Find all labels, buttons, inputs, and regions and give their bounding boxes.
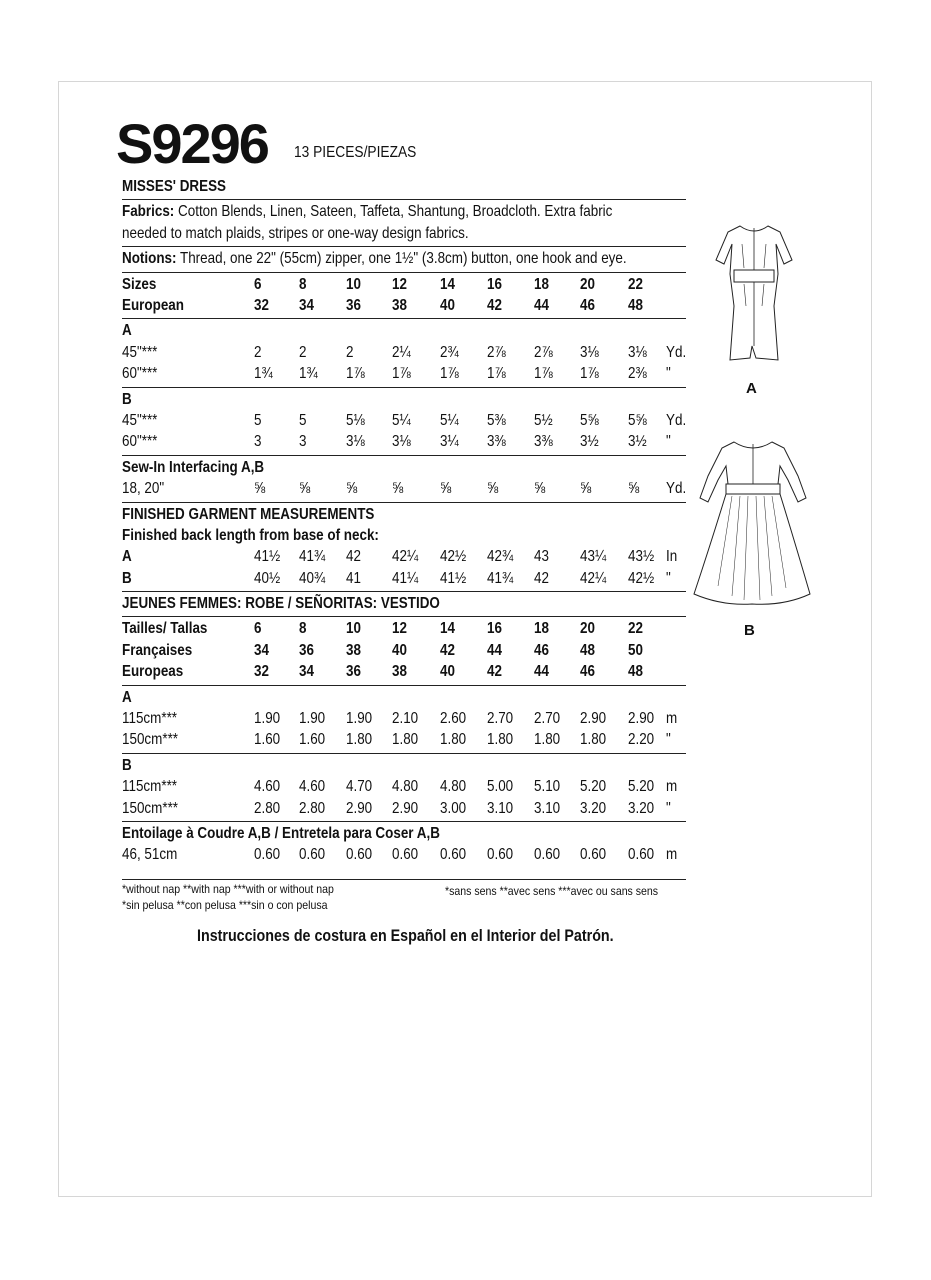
size-cell: 40½: [254, 569, 281, 587]
size-cell: 6: [254, 275, 262, 293]
size-cell: 3½: [628, 433, 647, 451]
size-cell: 6: [254, 620, 262, 638]
size-cell: 2.70: [487, 710, 514, 728]
row-label: 150cm***: [122, 799, 179, 817]
metric-interfacing-heading: Entoilage à Coudre A,B / Entretela para Coser A,B: [122, 824, 440, 842]
finished-subtitle: Finished back length from base of neck:: [122, 526, 379, 544]
metric-b-150-row: [122, 798, 686, 819]
size-cell: 42½: [628, 569, 655, 587]
size-cell: 0.60: [299, 846, 326, 864]
size-cell: 40: [440, 663, 455, 681]
yardage-chart: [122, 176, 686, 866]
size-cell: 3⅛: [580, 343, 599, 361]
unit-cell: m: [666, 778, 678, 796]
size-cell: 5⅝: [628, 411, 647, 429]
size-cell: 41: [346, 569, 361, 587]
size-cell: 2.80: [254, 799, 281, 817]
size-cell: 4.80: [440, 778, 467, 796]
fabrics-text: Fabrics: Cotton Blends, Linen, Sateen, Taffeta, Shantung, Broadcloth. Extra fabric: [122, 203, 613, 221]
row-label: Europeas: [122, 663, 184, 681]
row-label: 150cm***: [122, 731, 179, 749]
divider: [122, 616, 686, 617]
size-cell: 41½: [440, 569, 467, 587]
row-label: European: [122, 297, 184, 314]
size-cell: ⅝: [440, 480, 452, 498]
size-cell: 36: [299, 641, 314, 659]
size-cell: 3: [254, 433, 262, 451]
unit-cell: ": [666, 569, 671, 587]
size-cell: 36: [346, 297, 361, 314]
size-cell: 1⅞: [440, 365, 459, 383]
divider: [122, 502, 686, 503]
size-cell: 2⅞: [487, 343, 506, 361]
size-cell: 42¼: [392, 548, 419, 566]
size-cell: 36: [346, 663, 361, 681]
size-cell: 42: [487, 663, 502, 681]
size-cell: 5.00: [487, 778, 514, 796]
divider: [122, 455, 686, 456]
divider: [122, 821, 686, 822]
size-cell: 4.60: [299, 778, 326, 796]
tailles-row: [122, 618, 686, 639]
row-label: B: [122, 569, 132, 587]
size-cell: 2.10: [392, 710, 419, 728]
size-cell: 16: [487, 620, 502, 638]
size-cell: 46: [580, 663, 595, 681]
size-cell: 41¾: [487, 569, 514, 587]
size-cell: ⅝: [534, 480, 546, 498]
size-cell: 3⅜: [534, 433, 553, 451]
size-cell: 5: [254, 411, 262, 429]
size-cell: 1.60: [254, 731, 281, 749]
size-cell: 42: [534, 569, 549, 587]
divider: [122, 199, 686, 200]
divider: [122, 272, 686, 273]
size-cell: 42: [487, 297, 502, 314]
size-cell: 3.10: [487, 799, 514, 817]
size-cell: 14: [440, 620, 455, 638]
size-cell: 40¾: [299, 569, 326, 587]
unit-cell: m: [666, 846, 678, 864]
size-cell: 1⅞: [487, 365, 506, 383]
view-b-heading: B: [122, 390, 132, 408]
unit-cell: ": [666, 731, 671, 749]
european-row: [122, 295, 686, 316]
view-a-label: A: [746, 380, 757, 397]
size-cell: 2.80: [299, 799, 326, 817]
size-cell: 3.20: [580, 799, 607, 817]
size-cell: 1.80: [392, 731, 419, 749]
size-cell: 4.60: [254, 778, 281, 796]
size-cell: 18: [534, 275, 549, 293]
size-cell: 3⅛: [346, 433, 365, 451]
view-a-60-row: [122, 363, 686, 384]
row-label: 60"***: [122, 365, 158, 383]
interfacing-row: [122, 478, 686, 499]
row-label: 115cm***: [122, 710, 178, 728]
divider: [122, 685, 686, 686]
size-cell: 5¼: [440, 411, 459, 429]
title-row: [122, 176, 686, 197]
size-cell: 0.60: [628, 846, 655, 864]
size-cell: ⅝: [299, 480, 311, 498]
size-cell: 5½: [534, 411, 553, 429]
size-cell: 5: [299, 411, 307, 429]
sizes-row: [122, 274, 686, 295]
row-label: 45"***: [122, 411, 158, 429]
size-cell: 1.80: [580, 731, 607, 749]
row-label: 60"***: [122, 433, 158, 451]
size-cell: 3½: [580, 433, 599, 451]
view-b-dress-illustration: [692, 436, 812, 611]
row-label: 18, 20": [122, 480, 165, 498]
divider: [122, 246, 686, 247]
size-cell: 20: [580, 275, 595, 293]
finished-title: FINISHED GARMENT MEASUREMENTS: [122, 505, 375, 523]
size-cell: 8: [299, 620, 307, 638]
size-cell: 48: [628, 297, 643, 314]
size-cell: 8: [299, 275, 307, 293]
size-cell: 3⅜: [487, 433, 506, 451]
unit-cell: Yd.: [666, 343, 687, 361]
size-cell: ⅝: [392, 480, 404, 498]
size-cell: 1.90: [346, 710, 373, 728]
footnote-es: *sin pelusa **con pelusa ***sin o con pelusa: [122, 898, 328, 912]
view-b-label: B: [744, 622, 755, 639]
size-cell: 2.70: [534, 710, 561, 728]
metric-interfacing-row: [122, 844, 686, 865]
size-cell: 2⅜: [628, 365, 647, 383]
size-cell: 42: [440, 641, 455, 659]
size-cell: 5¼: [392, 411, 411, 429]
size-cell: 2: [254, 343, 262, 361]
size-cell: 40: [392, 641, 407, 659]
row-label: Sizes: [122, 275, 157, 293]
row-label: 115cm***: [122, 778, 178, 796]
size-cell: 0.60: [487, 846, 514, 864]
view-a-45-row: [122, 342, 686, 363]
size-cell: 1¾: [254, 365, 273, 383]
size-cell: 42: [346, 548, 361, 566]
size-cell: 3⅛: [628, 343, 647, 361]
size-cell: 1.90: [254, 710, 281, 728]
size-cell: 50: [628, 641, 643, 659]
spanish-title: JEUNES FEMMES: ROBE / SEÑORITAS: VESTIDO: [122, 595, 440, 613]
size-cell: 3.00: [440, 799, 467, 817]
view-a-heading: A: [122, 322, 132, 340]
size-cell: 43: [534, 548, 549, 566]
size-cell: 2: [346, 343, 354, 361]
size-cell: 0.60: [580, 846, 607, 864]
size-cell: 0.60: [534, 846, 561, 864]
size-cell: 3⅛: [392, 433, 411, 451]
divider: [122, 387, 686, 388]
size-cell: 5⅜: [487, 411, 506, 429]
size-cell: 1.80: [487, 731, 514, 749]
size-cell: 12: [392, 275, 407, 293]
size-cell: 4.80: [392, 778, 419, 796]
size-cell: 1.60: [299, 731, 326, 749]
size-cell: 22: [628, 275, 643, 293]
size-cell: 2.60: [440, 710, 467, 728]
notions-text: Notions: Thread, one 22" (55cm) zipper, one 1½" (3.8cm) button, one hook and eye.: [122, 250, 627, 268]
size-cell: 18: [534, 620, 549, 638]
unit-cell: ": [666, 433, 671, 451]
size-cell: 34: [299, 297, 314, 314]
size-cell: 41¾: [299, 548, 326, 566]
size-cell: 3.20: [628, 799, 655, 817]
footnotes: [122, 879, 686, 912]
fabrics-text-2: needed to match plaids, stripes or one-way design fabrics.: [122, 224, 469, 242]
size-cell: 2¾: [440, 343, 459, 361]
finished-b-row: [122, 568, 686, 589]
size-cell: 14: [440, 275, 455, 293]
size-cell: 0.60: [346, 846, 373, 864]
size-cell: 5.20: [580, 778, 607, 796]
size-cell: 12: [392, 620, 407, 638]
size-cell: 43½: [628, 548, 655, 566]
view-b-60-row: [122, 431, 686, 452]
metric-b-115-row: [122, 776, 686, 797]
size-cell: 2.90: [580, 710, 607, 728]
size-cell: 2¼: [392, 343, 411, 361]
size-cell: 20: [580, 620, 595, 638]
divider: [122, 753, 686, 754]
europeas-row: [122, 661, 686, 682]
row-label: Tailles/ Tallas: [122, 620, 208, 638]
size-cell: 1⅞: [534, 365, 553, 383]
size-cell: ⅝: [487, 480, 499, 498]
row-label: 45"***: [122, 343, 158, 361]
size-cell: 1⅞: [580, 365, 599, 383]
size-cell: 2⅞: [534, 343, 553, 361]
spanish-instructions-note: Instrucciones de costura en Español en el Interior del Patrón.: [197, 926, 614, 945]
size-cell: 5⅝: [580, 411, 599, 429]
size-cell: 10: [346, 620, 361, 638]
size-cell: 46: [534, 641, 549, 659]
interfacing-heading: Sew-In Interfacing A,B: [122, 458, 265, 476]
row-label: Françaises: [122, 641, 193, 659]
divider: [122, 879, 686, 880]
unit-cell: In: [666, 548, 678, 566]
row-label: A: [122, 548, 132, 566]
size-cell: 1¾: [299, 365, 318, 383]
size-cell: 2.90: [392, 799, 419, 817]
francaises-row: [122, 640, 686, 661]
size-cell: 16: [487, 275, 502, 293]
size-cell: 42¾: [487, 548, 514, 566]
size-cell: 38: [392, 297, 407, 314]
row-label: 46, 51cm: [122, 846, 178, 864]
view-a-dress-illustration: [712, 222, 802, 372]
size-cell: 0.60: [392, 846, 419, 864]
size-cell: 3¼: [440, 433, 459, 451]
size-cell: 1⅞: [392, 365, 411, 383]
size-cell: ⅝: [346, 480, 358, 498]
pattern-number: S9296: [116, 112, 268, 175]
size-cell: 40: [440, 297, 455, 314]
unit-cell: Yd.: [666, 480, 687, 498]
size-cell: 44: [534, 297, 549, 314]
metric-view-a-heading: A: [122, 688, 132, 706]
metric-a-150-row: [122, 729, 686, 750]
metric-a-115-row: [122, 708, 686, 729]
size-cell: 32: [254, 663, 269, 681]
size-cell: 3.10: [534, 799, 561, 817]
size-cell: 1.80: [346, 731, 373, 749]
unit-cell: Yd.: [666, 411, 687, 429]
unit-cell: ": [666, 365, 671, 383]
metric-view-b-heading: B: [122, 756, 132, 774]
size-cell: 41¼: [392, 569, 419, 587]
size-cell: 38: [392, 663, 407, 681]
size-cell: 48: [628, 663, 643, 681]
size-cell: 1⅞: [346, 365, 365, 383]
finished-a-row: [122, 546, 686, 567]
size-cell: 4.70: [346, 778, 373, 796]
size-cell: 32: [254, 297, 269, 314]
size-cell: 48: [580, 641, 595, 659]
divider: [122, 591, 686, 592]
footnote-en: *without nap **with nap ***with or without nap: [122, 882, 334, 896]
size-cell: 5.20: [628, 778, 655, 796]
size-cell: 41½: [254, 548, 281, 566]
size-cell: 0.60: [440, 846, 467, 864]
unit-cell: m: [666, 710, 678, 728]
size-cell: 3: [299, 433, 307, 451]
size-cell: 2.90: [346, 799, 373, 817]
divider: [122, 318, 686, 319]
size-cell: 42½: [440, 548, 467, 566]
misses-dress-title: MISSES' DRESS: [122, 178, 227, 195]
pieces-count: 13 PIECES/PIEZAS: [294, 144, 417, 161]
size-cell: 42¼: [580, 569, 607, 587]
size-cell: 34: [254, 641, 269, 659]
size-cell: 2.90: [628, 710, 655, 728]
size-cell: 46: [580, 297, 595, 314]
size-cell: 1.90: [299, 710, 326, 728]
size-cell: 2.20: [628, 731, 655, 749]
size-cell: 22: [628, 620, 643, 638]
size-cell: 44: [534, 663, 549, 681]
size-cell: ⅝: [628, 480, 640, 498]
size-cell: 1.80: [440, 731, 467, 749]
size-cell: 5.10: [534, 778, 561, 796]
footnote-fr: *sans sens **avec sens ***avec ou sans sens: [445, 884, 659, 898]
size-cell: 2: [299, 343, 307, 361]
size-cell: 5⅛: [346, 411, 365, 429]
size-cell: 44: [487, 641, 502, 659]
size-cell: ⅝: [580, 480, 592, 498]
size-cell: 38: [346, 641, 361, 659]
size-cell: 0.60: [254, 846, 281, 864]
size-cell: 43¼: [580, 548, 607, 566]
view-b-45-row: [122, 410, 686, 431]
size-cell: ⅝: [254, 480, 266, 498]
size-cell: 1.80: [534, 731, 561, 749]
unit-cell: ": [666, 799, 671, 817]
size-cell: 10: [346, 275, 361, 293]
size-cell: 34: [299, 663, 314, 681]
